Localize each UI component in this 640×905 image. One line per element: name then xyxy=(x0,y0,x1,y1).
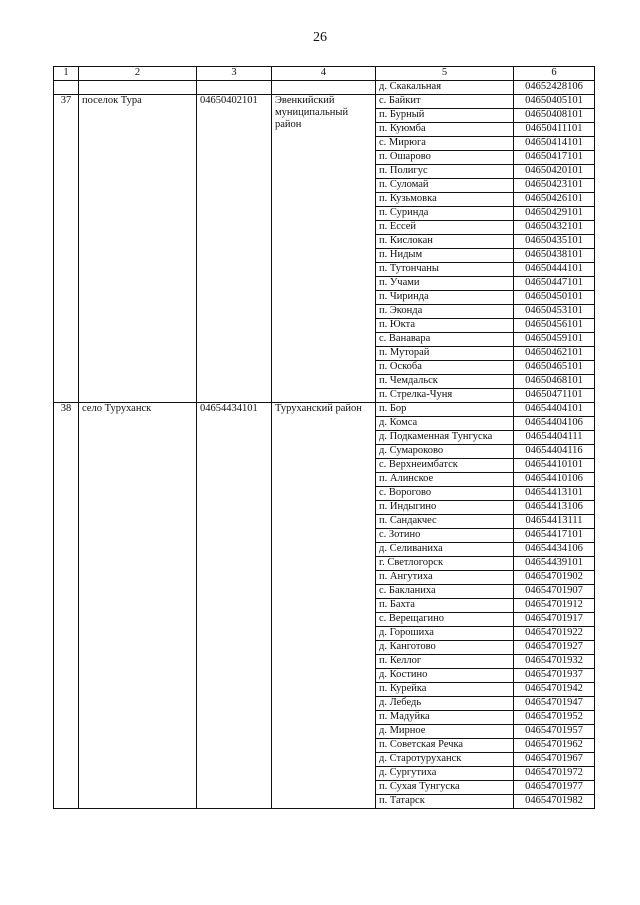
locality-name: п. Оскоба xyxy=(376,361,514,375)
locality-code: 04650438101 xyxy=(514,249,595,263)
locality-name: п. Суломай xyxy=(376,179,514,193)
locality-code: 04650450101 xyxy=(514,291,595,305)
locality-code: 04650447101 xyxy=(514,277,595,291)
locality-name: с. Зотино xyxy=(376,529,514,543)
locality-code: 04650423101 xyxy=(514,179,595,193)
locality-code: 04650453101 xyxy=(514,305,595,319)
locality-code: 04650420101 xyxy=(514,165,595,179)
locality-name: п. Учами xyxy=(376,277,514,291)
locality-code: 04650414101 xyxy=(514,137,595,151)
header-col-3: 3 xyxy=(197,67,272,81)
locality-code: 04650459101 xyxy=(514,333,595,347)
header-col-2: 2 xyxy=(79,67,197,81)
locality-code: 04650417101 xyxy=(514,151,595,165)
locality-code: 04654413101 xyxy=(514,487,595,501)
locality-name: п. Татарск xyxy=(376,795,514,809)
locality-code: 04650435101 xyxy=(514,235,595,249)
locality-code: 04650471101 xyxy=(514,389,595,403)
locality-name: д. Сумароково xyxy=(376,445,514,459)
locality-code: 04654701972 xyxy=(514,767,595,781)
locality-name: п. Сандакчес xyxy=(376,515,514,529)
locality-name: д. Мирное xyxy=(376,725,514,739)
group-district: Туруханский район xyxy=(272,403,376,809)
locality-name: д. Комса xyxy=(376,417,514,431)
locality-code: 04654701902 xyxy=(514,571,595,585)
locality-name: п. Бахта xyxy=(376,599,514,613)
locality-name: п. Сухая Тунгуска xyxy=(376,781,514,795)
num-cell xyxy=(54,81,79,95)
locality-code: 04654701977 xyxy=(514,781,595,795)
group-number: 37 xyxy=(54,95,79,403)
locality-code: 04654404116 xyxy=(514,445,595,459)
locality-code: 04654701967 xyxy=(514,753,595,767)
group-number: 38 xyxy=(54,403,79,809)
locality-code: 04654410106 xyxy=(514,473,595,487)
locality-name: п. Кислокан xyxy=(376,235,514,249)
locality-name: п. Нидым xyxy=(376,249,514,263)
settlements-table xyxy=(53,66,595,809)
locality-code: 04650444101 xyxy=(514,263,595,277)
locality-code: 04650408101 xyxy=(514,109,595,123)
locality-name: д. Сургутиха xyxy=(376,767,514,781)
table-row xyxy=(54,81,595,95)
settlement-cell xyxy=(79,81,197,95)
locality-code: 04654701947 xyxy=(514,697,595,711)
header-col-4: 4 xyxy=(272,67,376,81)
locality-name: п. Курейка xyxy=(376,683,514,697)
locality-name: с. Ванавара xyxy=(376,333,514,347)
locality-name: с. Ворогово xyxy=(376,487,514,501)
locality-code: 04650456101 xyxy=(514,319,595,333)
header-col-1: 1 xyxy=(54,67,79,81)
district-cell xyxy=(272,81,376,95)
locality-name: п. Стрелка-Чуня xyxy=(376,389,514,403)
locality-name: п. Индыгино xyxy=(376,501,514,515)
locality-name: п. Эконда xyxy=(376,305,514,319)
locality-name: п. Ошарово xyxy=(376,151,514,165)
locality-code: 04650429101 xyxy=(514,207,595,221)
header-col-6: 6 xyxy=(514,67,595,81)
locality-code: 04654434106 xyxy=(514,543,595,557)
locality-code: 04654404106 xyxy=(514,417,595,431)
locality-name: с. Бакланиха xyxy=(376,585,514,599)
locality-code: 04650462101 xyxy=(514,347,595,361)
locality-name: п. Бурный xyxy=(376,109,514,123)
locality-code: 04654404111 xyxy=(514,431,595,445)
locality-code: 04654701937 xyxy=(514,669,595,683)
locality-name: п. Ессей xyxy=(376,221,514,235)
group-oktmo: 04654434101 xyxy=(197,403,272,809)
locality-name: п. Полигус xyxy=(376,165,514,179)
table-row xyxy=(54,403,595,417)
group-oktmo: 04650402101 xyxy=(197,95,272,403)
locality-code: 04654701927 xyxy=(514,641,595,655)
locality-code: 04654404101 xyxy=(514,403,595,417)
locality-code: 04654701917 xyxy=(514,613,595,627)
locality-code: 04654701962 xyxy=(514,739,595,753)
locality-code: 04650468101 xyxy=(514,375,595,389)
locality-code: 04650426101 xyxy=(514,193,595,207)
locality-name: п. Ангутиха xyxy=(376,571,514,585)
locality-code: 04654701952 xyxy=(514,711,595,725)
table-body xyxy=(54,81,595,809)
group-district: Эвенкийский муниципальный район xyxy=(272,95,376,403)
locality-code: 04654701942 xyxy=(514,683,595,697)
locality-name: п. Юкта xyxy=(376,319,514,333)
group-settlement: поселок Тура xyxy=(79,95,197,403)
oktmo-cell xyxy=(197,81,272,95)
locality-name: п. Мадуйка xyxy=(376,711,514,725)
header-col-5: 5 xyxy=(376,67,514,81)
table-row xyxy=(54,95,595,109)
locality-name: с. Байкит xyxy=(376,95,514,109)
locality-name: п. Келлог xyxy=(376,655,514,669)
locality-name: п. Муторай xyxy=(376,347,514,361)
locality-name: п. Чиринда xyxy=(376,291,514,305)
locality-code: 04654417101 xyxy=(514,529,595,543)
locality-name: д. Подкаменная Тунгуска xyxy=(376,431,514,445)
locality-name: п. Алинское xyxy=(376,473,514,487)
locality-code: 04654701912 xyxy=(514,599,595,613)
locality-name: д. Костино xyxy=(376,669,514,683)
locality-code: 04654439101 xyxy=(514,557,595,571)
locality-name: г. Светлогорск xyxy=(376,557,514,571)
locality-code: 04654701982 xyxy=(514,795,595,809)
locality-code: 04650405101 xyxy=(514,95,595,109)
locality-name: п. Советская Речка xyxy=(376,739,514,753)
locality-code: 04650465101 xyxy=(514,361,595,375)
locality-name: д. Канготово xyxy=(376,641,514,655)
locality-name: п. Бор xyxy=(376,403,514,417)
locality-code: 04654413111 xyxy=(514,515,595,529)
locality-code: 04652428106 xyxy=(514,81,595,95)
locality-code: 04654701932 xyxy=(514,655,595,669)
locality-name: д. Старотуруханск xyxy=(376,753,514,767)
locality-code: 04650411101 xyxy=(514,123,595,137)
locality-name: д. Горошиха xyxy=(376,627,514,641)
header-row xyxy=(54,67,595,81)
group-settlement: село Туруханск xyxy=(79,403,197,809)
locality-code: 04654701957 xyxy=(514,725,595,739)
locality-code: 04654701922 xyxy=(514,627,595,641)
locality-name: п. Тутончаны xyxy=(376,263,514,277)
locality-code: 04654701907 xyxy=(514,585,595,599)
locality-name: п. Чемдальск xyxy=(376,375,514,389)
locality-name: с. Верхнеимбатск xyxy=(376,459,514,473)
locality-name: с. Верещагино xyxy=(376,613,514,627)
locality-name: п. Кузьмовка xyxy=(376,193,514,207)
locality-code: 04650432101 xyxy=(514,221,595,235)
locality-name: с. Мирюга xyxy=(376,137,514,151)
page-number: 26 xyxy=(313,30,327,45)
locality-name: д. Лебедь xyxy=(376,697,514,711)
locality-code: 04654410101 xyxy=(514,459,595,473)
locality-code: 04654413106 xyxy=(514,501,595,515)
locality-name: д. Селиваниха xyxy=(376,543,514,557)
locality-name: д. Скакальная xyxy=(376,81,514,95)
locality-name: п. Куюмба xyxy=(376,123,514,137)
locality-name: п. Суринда xyxy=(376,207,514,221)
